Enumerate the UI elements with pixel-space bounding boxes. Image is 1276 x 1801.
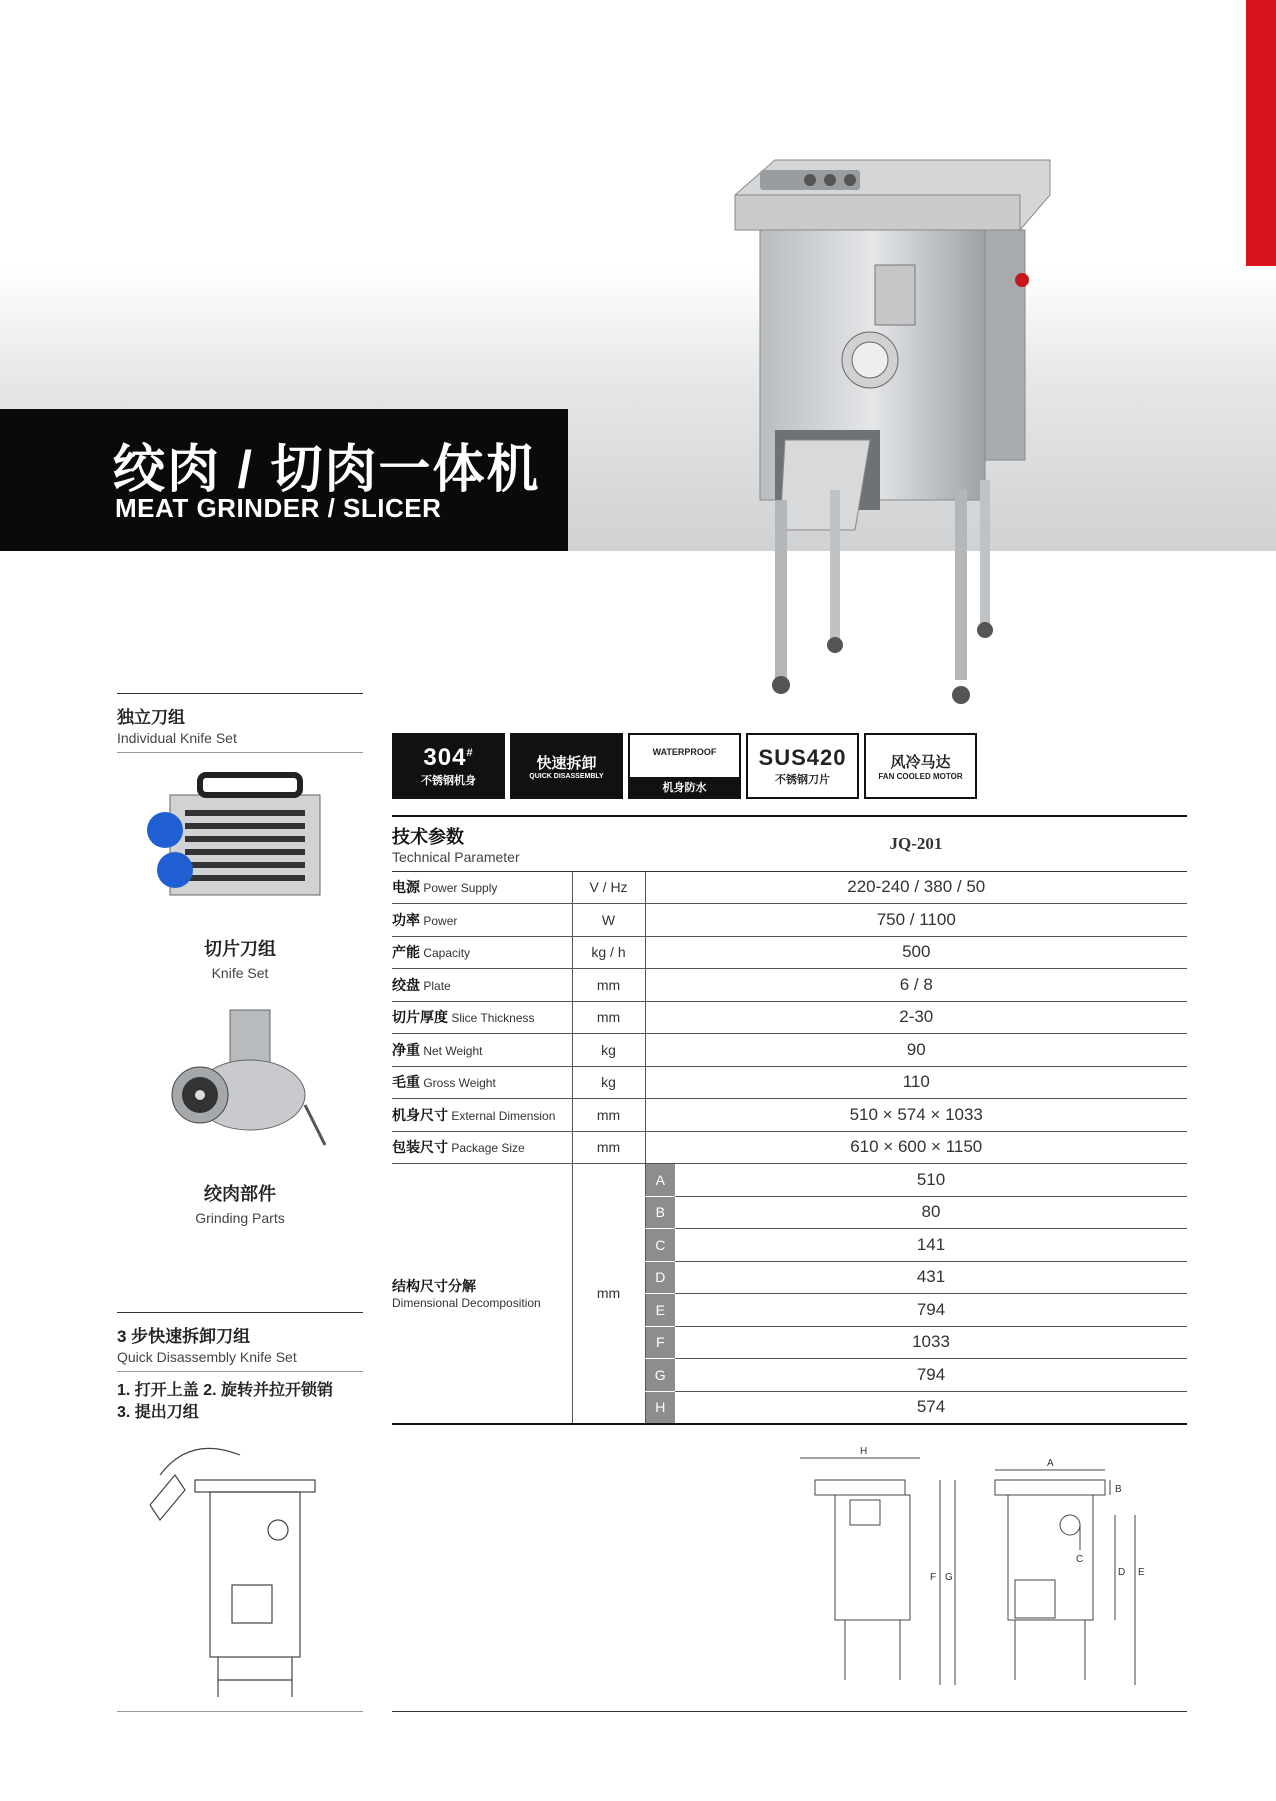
disassembly-drawing [140,1435,330,1705]
slice-knife-caption [117,935,363,981]
param-name-en: External Dimension [451,1108,556,1123]
param-value: 6 / 8 [645,969,1187,1002]
step-line-1: 1. 打开上盖 2. 旋转并拉开锁销 [117,1382,334,1399]
badge-304-number: 304 [423,744,467,771]
badge-304-steel [392,733,505,799]
param-value: 610 × 600 × 1150 [645,1131,1187,1164]
table-header-cn: 技术参数 [392,826,464,847]
dimension-value: 510 [675,1164,1187,1197]
param-unit: mm [572,1131,645,1164]
table-row [392,1001,1187,1034]
param-name [392,904,572,937]
badge-fan-cooled [864,733,977,799]
table-header-row [392,816,1187,871]
table-row [392,1034,1187,1067]
dimension-unit: mm [572,1164,645,1424]
dimension-key: C [645,1229,675,1262]
quick-disassembly-header [117,1312,363,1372]
drawing-label-a: A [1047,1458,1054,1469]
param-name [392,1099,572,1132]
param-name-en: Package Size [451,1141,525,1156]
param-name-en: Power [423,913,458,928]
param-name [392,1034,572,1067]
param-unit: kg [572,1034,645,1067]
param-name-cn: 机身尺寸 [392,1106,448,1123]
param-name-cn: 绞盘 [392,976,420,993]
param-value: 110 [645,1066,1187,1099]
param-name-en: Plate [423,978,451,993]
quick-disassembly-section [117,1312,363,1372]
knife-set-header [117,693,363,753]
param-unit: kg [572,1066,645,1099]
grinding-parts-en: Grinding Parts [195,1210,285,1226]
param-unit: kg / h [572,936,645,969]
dimension-value: 794 [675,1294,1187,1327]
drawing-label-e: E [1138,1567,1145,1578]
table-row [392,1066,1187,1099]
badge-fan-sub: FAN COOLED MOTOR [878,772,963,781]
dimension-key: F [645,1326,675,1359]
dimension-value: 431 [675,1261,1187,1294]
dimension-key: H [645,1391,675,1424]
dimension-row [392,1164,1187,1197]
badge-sus420 [746,733,859,799]
param-name-cn: 切片厚度 [392,1009,448,1026]
dimension-value: 141 [675,1229,1187,1262]
knife-set-section [117,693,363,753]
badge-quick-sub: QUICK DISASSEMBLY [529,773,604,780]
param-value: 750 / 1100 [645,904,1187,937]
dimension-drawings [780,1440,1180,1700]
feature-badges [392,733,977,799]
model-number: JQ-201 [645,816,1187,871]
param-unit: W [572,904,645,937]
dimension-label-en: Dimensional Decomposition [392,1296,541,1311]
slice-knife-en: Knife Set [211,965,269,981]
quick-title-en: Quick Disassembly Knife Set [117,1349,297,1365]
left-bottom-rule [117,1711,363,1712]
param-name-cn: 毛重 [392,1074,420,1091]
badge-304-label: 不锈钢机身 [421,775,476,787]
drawing-label-f: F [930,1572,937,1583]
disassembly-steps [117,1380,333,1424]
dimension-value: 574 [675,1391,1187,1424]
badge-waterproof [628,733,741,799]
red-accent-bar [1246,0,1276,266]
knife-set-image [140,765,340,925]
param-name-en: Power Supply [423,881,498,896]
grinding-parts-cn: 绞肉部件 [204,1184,276,1204]
dimension-key: E [645,1294,675,1327]
technical-parameter-table [392,815,1187,1425]
badge-fan-title: 风冷马达 [890,754,951,771]
param-name-cn: 功率 [392,911,420,928]
dimension-key: D [645,1261,675,1294]
param-value: 2-30 [645,1001,1187,1034]
title-banner [0,409,568,551]
table-header-en: Technical Parameter [392,848,520,865]
machine-image [730,150,1060,710]
badge-sus420-title: SUS420 [758,745,847,770]
param-value: 500 [645,936,1187,969]
param-name-en: Gross Weight [423,1076,496,1091]
param-name [392,936,572,969]
table-header-cell [392,816,645,871]
dimension-label [392,1164,572,1424]
badge-sus420-sub: 不锈钢刀片 [775,774,830,786]
drawing-label-h: H [860,1446,868,1457]
knife-set-title-cn: 独立刀组 [117,708,185,727]
badge-waterproof-cn: 机身防水 [630,777,739,797]
param-name-cn: 净重 [392,1041,420,1058]
param-name-cn: 电源 [392,879,420,896]
param-name-en: Capacity [423,946,471,961]
param-name [392,1066,572,1099]
param-name [392,969,572,1002]
param-value: 220-240 / 380 / 50 [645,871,1187,904]
dimension-key: G [645,1359,675,1392]
dimension-label-cn: 结构尺寸分解 [392,1278,476,1295]
param-name [392,871,572,904]
param-value: 90 [645,1034,1187,1067]
param-unit: V / Hz [572,871,645,904]
param-name-cn: 包装尺寸 [392,1139,448,1156]
table-row [392,904,1187,937]
table-row [392,936,1187,969]
table-row [392,969,1187,1002]
param-name [392,1131,572,1164]
table-row [392,1099,1187,1132]
param-name-en: Slice Thickness [451,1011,535,1026]
param-unit: mm [572,969,645,1002]
badge-quick-disassembly [510,733,623,799]
badge-waterproof-en: WATERPROOF [652,747,717,757]
table-row [392,1131,1187,1164]
step-line-2: 3. 提出刀组 [117,1404,199,1421]
bottom-rule [392,1711,1187,1712]
param-name [392,1001,572,1034]
title-cn: 绞肉 / 切肉一体机 [113,441,541,499]
badge-304-sup: # [466,747,474,759]
table-row [392,871,1187,904]
drawing-label-g: G [945,1572,953,1583]
param-unit: mm [572,1099,645,1132]
dimension-key: B [645,1196,675,1229]
param-value: 510 × 574 × 1033 [645,1099,1187,1132]
dimension-value: 1033 [675,1326,1187,1359]
badge-quick-title: 快速拆卸 [536,755,597,772]
title-en: MEAT GRINDER / SLICER [115,493,442,523]
drawing-label-d: D [1118,1567,1126,1578]
knife-set-title-en: Individual Knife Set [117,730,237,746]
slice-knife-cn: 切片刀组 [204,939,276,959]
quick-title-cn: 3 步快速拆卸刀组 [117,1327,251,1346]
grinding-parts-image [155,1005,335,1155]
grinding-parts-caption [117,1180,363,1226]
param-unit: mm [572,1001,645,1034]
dimension-value: 794 [675,1359,1187,1392]
dimension-value: 80 [675,1196,1187,1229]
param-name-en: Net Weight [423,1043,483,1058]
dimension-key: A [645,1164,675,1197]
drawing-label-b: B [1115,1484,1122,1495]
param-name-cn: 产能 [392,944,420,961]
drawing-label-c: C [1076,1554,1084,1565]
